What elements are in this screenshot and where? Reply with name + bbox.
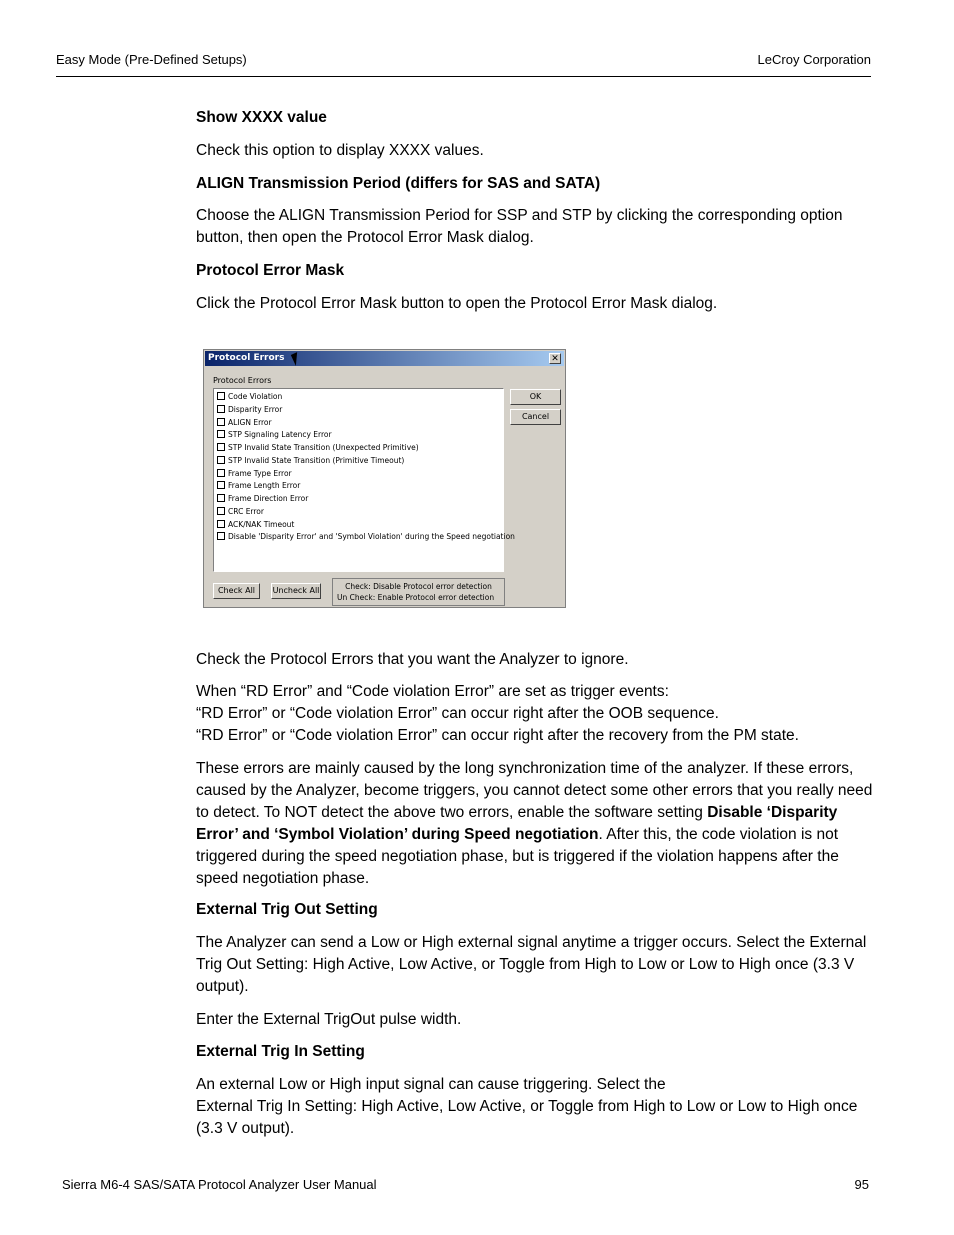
rd-error-line2: “RD Error” or “Code violation Error” can occur right after the OOB sequence.	[196, 705, 719, 722]
ok-button[interactable]: OK	[510, 389, 561, 405]
error-option-label: ACK/NAK Timeout	[228, 519, 295, 529]
error-option[interactable]	[217, 391, 282, 403]
error-option-label: ALIGN Error	[228, 417, 272, 427]
check-legend	[332, 578, 505, 606]
error-option[interactable]	[217, 506, 264, 518]
error-option[interactable]	[217, 404, 282, 416]
checkbox[interactable]	[217, 469, 225, 477]
checkbox[interactable]	[217, 481, 225, 489]
error-option-label: STP Invalid State Transition (Unexpected Primitive)	[228, 443, 419, 452]
checkbox[interactable]	[217, 520, 225, 528]
error-option[interactable]	[217, 442, 419, 454]
para-trig-in	[196, 1074, 876, 1140]
dialog-title: Protocol Errors	[208, 353, 285, 363]
checkbox[interactable]	[217, 405, 225, 413]
checkbox[interactable]	[217, 418, 225, 426]
error-option-label: STP Signaling Latency Error	[228, 430, 332, 440]
error-option[interactable]	[217, 480, 300, 492]
error-option[interactable]	[217, 531, 515, 543]
checkbox[interactable]	[217, 532, 225, 540]
legend-uncheck: Un Check: Enable Protocol error detection	[337, 593, 495, 602]
errors-cause-text: These errors are mainly caused by the long synchronization time of the analyzer. If these errors, caused by the Analyzer, become triggers, you cannot detect some other errors that you really need to detect. To NOT detect the above two errors, enable the software setting	[196, 760, 873, 821]
para-check-errors: Check the Protocol Errors that you want the Analyzer to ignore.	[196, 651, 629, 668]
heading-protocol-error-mask: Protocol Error Mask	[196, 262, 345, 279]
error-option-label: Code Violation	[228, 392, 283, 401]
checkbox[interactable]	[217, 507, 225, 515]
protocol-errors-dialog	[203, 349, 566, 608]
checkbox[interactable]	[217, 443, 225, 451]
close-button[interactable]: ✕	[549, 353, 561, 364]
heading-show-xxxx: Show XXXX value	[196, 109, 327, 126]
para-errors-cause	[196, 758, 876, 890]
error-option[interactable]	[217, 417, 272, 429]
error-option-label: Disparity Error	[228, 404, 283, 414]
page-header	[56, 52, 871, 77]
protocol-errors-list	[213, 388, 515, 572]
trig-in-line1: An external Low or High input signal can cause triggering. Select the	[196, 1076, 666, 1093]
heading-trig-out: External Trig Out Setting	[196, 901, 378, 918]
checkbox[interactable]	[217, 456, 225, 464]
error-option-label: Disable 'Disparity Error' and 'Symbol Violation' during the Speed negotiation	[228, 532, 515, 542]
para-protocol-error-mask: Click the Protocol Error Mask button to open the Protocol Error Mask dialog.	[196, 295, 718, 312]
uncheck-all-button[interactable]: Uncheck All	[271, 583, 321, 599]
checkbox[interactable]	[217, 430, 225, 438]
group-label: Protocol Errors	[213, 376, 272, 385]
legend-check: Check: Disable Protocol error detection	[345, 582, 492, 591]
heading-trig-in: External Trig In Setting	[196, 1043, 365, 1060]
checkbox[interactable]	[217, 494, 225, 502]
disable-setting-name: Disable ‘Disparity Error’ and ‘Symbol Violation’ during Speed negotiation	[196, 804, 838, 843]
error-option-label: STP Invalid State Transition (Primitive Timeout)	[228, 455, 405, 465]
checkbox[interactable]	[217, 392, 225, 400]
header-section-title: Easy Mode (Pre-Defined Setups)	[56, 52, 247, 67]
page-footer	[62, 1177, 869, 1192]
trig-in-line2: External Trig In Setting: High Active, Low Active, or Toggle from High to Low or Low to High once (3.3 V output).	[196, 1098, 858, 1137]
heading-align: ALIGN Transmission Period (differs for SAS and SATA)	[196, 175, 601, 192]
error-option-label: Frame Direction Error	[228, 494, 309, 503]
error-option[interactable]	[217, 429, 332, 441]
error-option-label: CRC Error	[228, 506, 264, 516]
para-rd-error	[196, 681, 876, 747]
cancel-button[interactable]: Cancel	[510, 409, 561, 425]
error-option-label: Frame Type Error	[228, 468, 292, 478]
error-option[interactable]	[217, 455, 404, 467]
para-align: Choose the ALIGN Transmission Period for SSP and STP by clicking the corresponding option button, then open the Protocol Error Mask dialog.	[196, 207, 843, 246]
error-option[interactable]	[217, 519, 294, 531]
error-option[interactable]	[217, 493, 308, 505]
para-trig-out-pulse: Enter the External TrigOut pulse width.	[196, 1011, 462, 1028]
para-trig-out: The Analyzer can send a Low or High external signal anytime a trigger occurs. Select the External Trig Out Setting: High Active, Low Active, or Toggle from High to Low or Low to High once (3.3 V output).	[196, 934, 867, 995]
errors-cause-text-end: . After this, the code violation is not triggered during the speed negotiation phase, but is triggered if the violation happens after the speed negotiation phase.	[196, 826, 839, 887]
footer-manual-title: Sierra M6-4 SAS/SATA Protocol Analyzer User Manual	[62, 1177, 377, 1192]
error-option-label: Frame Length Error	[228, 481, 301, 491]
check-all-button[interactable]: Check All	[213, 583, 260, 599]
dialog-titlebar	[205, 351, 564, 366]
rd-error-line3: “RD Error” or “Code violation Error” can occur right after the recovery from the PM state.	[196, 727, 799, 744]
error-option[interactable]	[217, 468, 292, 480]
rd-error-line1: When “RD Error” and “Code violation Error” are set as trigger events:	[196, 683, 669, 700]
para-show-xxxx: Check this option to display XXXX values.	[196, 142, 484, 159]
header-company: LeCroy Corporation	[757, 52, 871, 67]
page-number: 95	[854, 1177, 869, 1192]
